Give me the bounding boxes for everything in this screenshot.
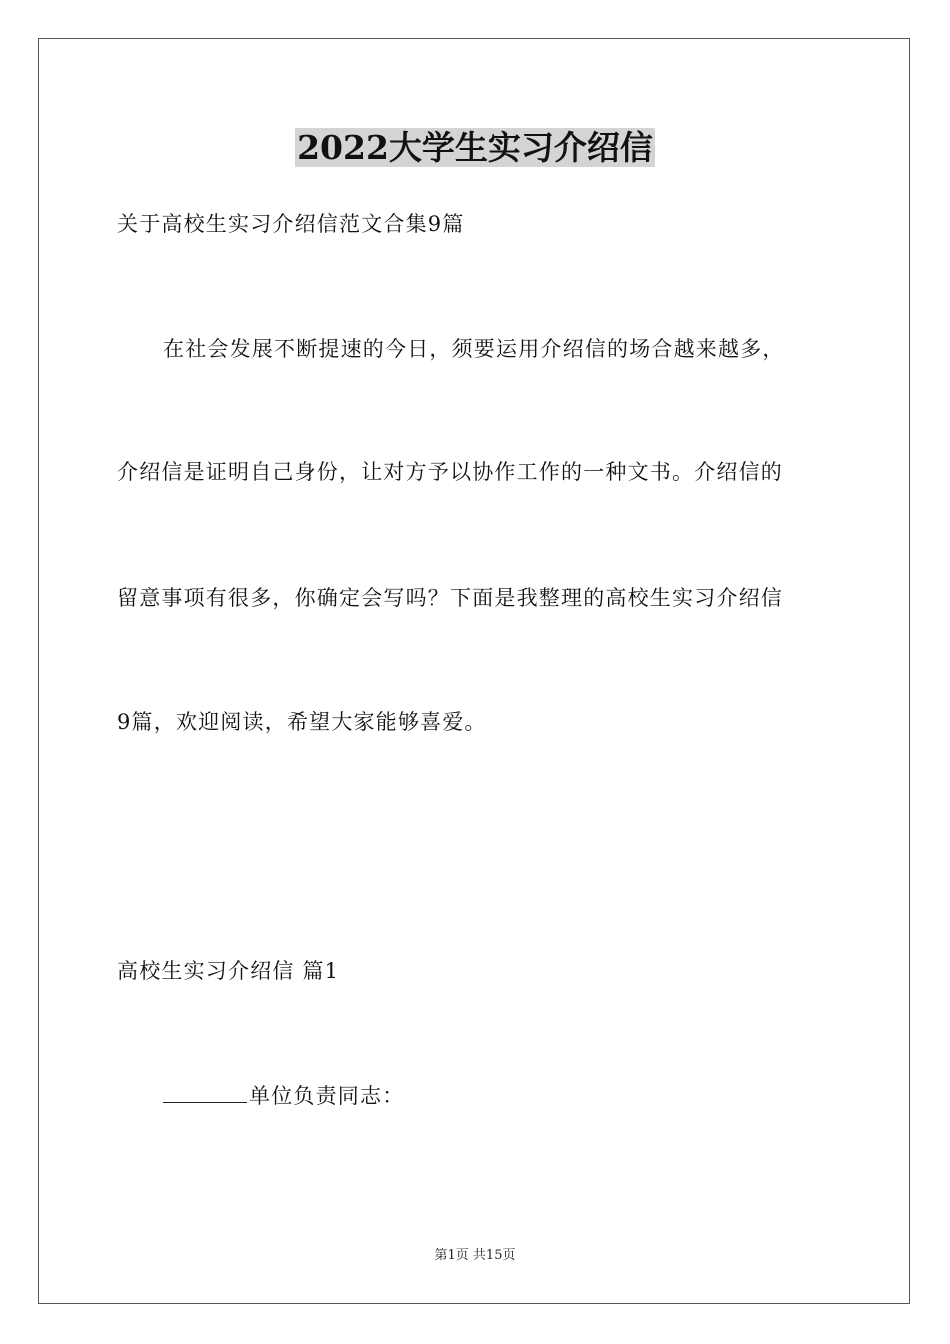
- salutation-line: [163, 1081, 404, 1111]
- fill-in-blank: [163, 1082, 247, 1103]
- page-footer: 第1页 共15页: [434, 1248, 516, 1263]
- document-title-text: 2022大学生实习介绍信: [297, 128, 653, 167]
- paragraph-line-1: 在社会发展不断提速的今日，须要运用介绍信的场合越来越多，: [163, 337, 785, 361]
- paragraph-line-3: 留意事项有很多，你确定会写吗？下面是我整理的高校生实习介绍信: [117, 586, 783, 610]
- document-subtitle: 关于高校生实习介绍信范文合集9篇: [117, 212, 465, 236]
- salutation-text: 单位负责同志：: [249, 1084, 405, 1108]
- document-title: [0, 126, 950, 170]
- section-heading: 高校生实习介绍信 篇1: [117, 959, 340, 983]
- paragraph-line-2: 介绍信是证明自己身份，让对方予以协作工作的一种文书。介绍信的: [117, 460, 783, 484]
- paragraph-line-4: 9篇，欢迎阅读，希望大家能够喜爱。: [117, 710, 487, 734]
